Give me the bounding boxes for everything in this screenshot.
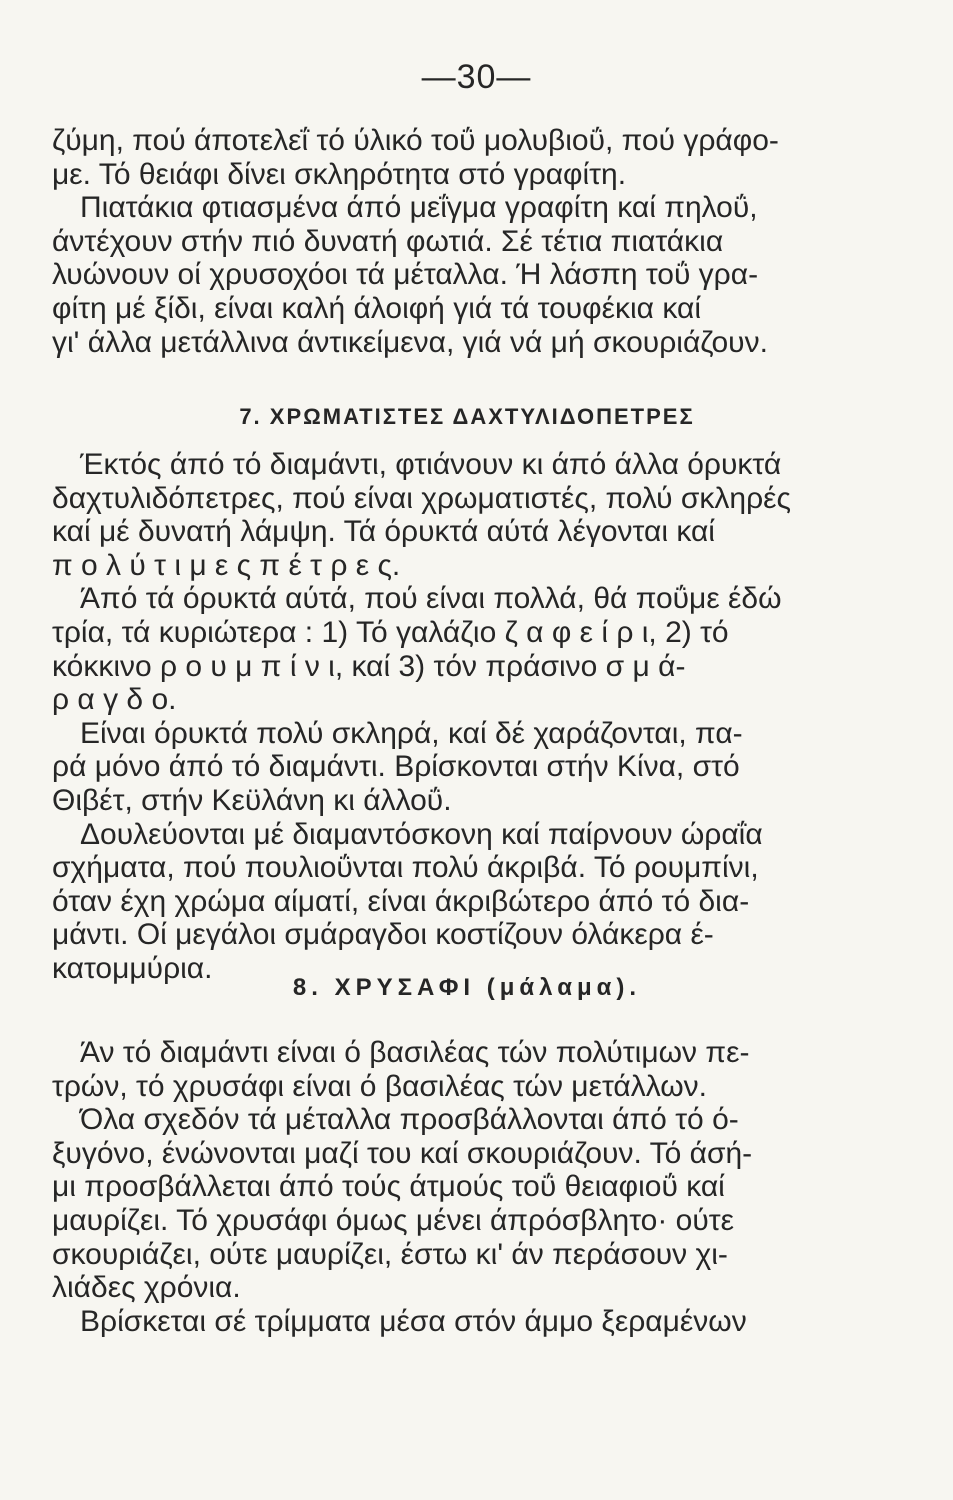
text-line: Θιβέτ, στήν Κεϋλάνη κι άλλοΰ. bbox=[52, 783, 452, 817]
text-line: Είναι όρυκτά πολύ σκληρά, καί δέ χαράζονται, πα- bbox=[80, 716, 743, 750]
text-line: μι προσβάλλεται άπό τούς άτμούς τοΰ θειαφιοΰ καί bbox=[52, 1170, 725, 1204]
text-line: Πιατάκια φτιασμένα άπό μεΐγμα γραφίτη καί πηλοΰ, bbox=[80, 191, 758, 225]
text-line: μαυρίζει. Τό χρυσάφι όμως μένει άπρόσβλητο· ούτε bbox=[52, 1203, 734, 1237]
section-heading-gemstones: 7. ΧΡΩΜΑΤΙΣΤΕΣ ΔΑΧΤΥΛΙΔΟΠΕΤΡΕΣ bbox=[239, 404, 695, 429]
text-line: Άπό τά όρυκτά αύτά, πού είναι πολλά, θά ποΰμε έδώ bbox=[80, 582, 782, 616]
text-line: ρά μόνο άπό τό διαμάντι. Βρίσκονται στήν Κίνα, στό bbox=[52, 750, 740, 784]
text-line: ρ α γ δ ο. bbox=[52, 683, 177, 717]
text-line: σκουριάζει, ούτε μαυρίζει, έστω κι' άν περάσουν χι- bbox=[52, 1237, 728, 1271]
text-line: Έκτός άπό τό διαμάντι, φτιάνουν κι άπό άλλα όρυκτά bbox=[80, 448, 782, 481]
page-number: —30— bbox=[421, 58, 532, 96]
text-line: τρία, τά κυριώτερα : 1) Τό γαλάζιο ζ α φ ε ί ρ ι, 2) τό bbox=[52, 615, 729, 649]
text-line: μάντι. Οί μεγάλοι σμάραγδοι κοστίζουν όλάκερα έ- bbox=[52, 918, 714, 952]
text-line: Όλα σχεδόν τά μέταλλα προσβάλλονται άπό τό ό- bbox=[80, 1103, 739, 1137]
text-line: με. Τό θειάφι δίνει σκληρότητα στό γραφίτη. bbox=[52, 157, 627, 191]
text-line: λιάδες χρόνια. bbox=[52, 1271, 241, 1305]
text-line: ξυγόνο, ένώνονται μαζί του καί σκουριάζουν. Τό άσή- bbox=[52, 1136, 753, 1170]
text-line: ζύμη, πού άποτελεΐ τό ύλικό τοΰ μολυβιοΰ, πού γράφο- bbox=[52, 124, 779, 157]
text-line: κατομμύρια. bbox=[52, 951, 213, 985]
text-line: κόκκινο ρ ο υ μ π ί ν ι, καί 3) τόν πράσινο σ μ ά- bbox=[52, 649, 686, 683]
text-line: π ο λ ύ τ ι μ ε ς π έ τ ρ ε ς. bbox=[52, 548, 401, 582]
paragraph-block-gemstones bbox=[52, 448, 882, 986]
text-line: σχήματα, πού πουλιοΰνται πολύ άκριβά. Τό ρουμπίνι, bbox=[52, 851, 759, 885]
text-line: καί μέ δυνατή λάμψη. Τά όρυκτά αύτά λέγονται καί bbox=[52, 515, 715, 549]
text-line: Βρίσκεται σέ τρίμματα μέσα στόν άμμο ξεραμένων bbox=[80, 1304, 747, 1338]
paragraph-block-gold bbox=[52, 1036, 882, 1338]
text-line: γι' άλλα μετάλλινα άντικείμενα, γιά νά μή σκουριάζουν. bbox=[52, 325, 768, 359]
section-heading-gold: 8. ΧΡΥΣΑΦΙ (μάλαμα). bbox=[292, 974, 642, 1001]
text-line: άντέχουν στήν πιό δυνατή φωτιά. Σέ τέτια πιατάκια bbox=[52, 224, 724, 258]
paragraph-block-graphite bbox=[52, 124, 882, 359]
text-line: Άν τό διαμάντι είναι ό βασιλέας τών πολύτιμων πε- bbox=[80, 1036, 750, 1069]
text-line: Δουλεύονται μέ διαμαντόσκονη καί παίρνουν ώραΐα bbox=[80, 817, 763, 851]
text-line: δαχτυλιδόπετρες, πού είναι χρωματιστές, πολύ σκληρές bbox=[52, 481, 791, 515]
text-line: λυώνουν οί χρυσοχόοι τά μέταλλα. Ή λάσπη τοΰ γρα- bbox=[52, 258, 759, 292]
text-line: τρών, τό χρυσάφι είναι ό βασιλέας τών μετάλλων. bbox=[52, 1069, 708, 1103]
text-line: φίτη μέ ξίδι, είναι καλή άλοιφή γιά τά τουφέκια καί bbox=[52, 291, 701, 325]
text-line: όταν έχη χρώμα αίματί, είναι άκριβώτερο άπό τό δια- bbox=[52, 884, 750, 918]
